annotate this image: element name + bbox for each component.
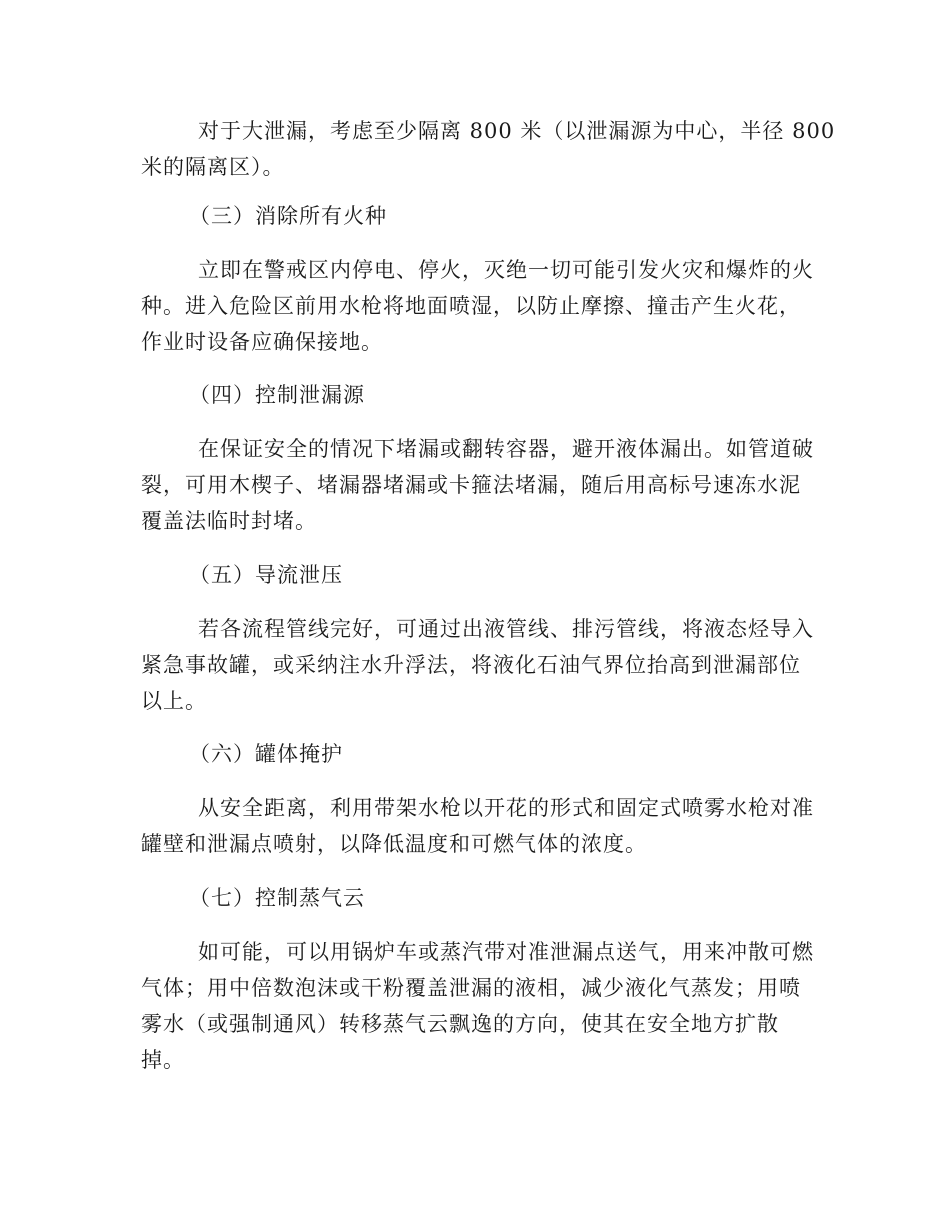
heading-text: （五）导流泄压 <box>189 563 343 587</box>
heading-text: （七）控制蒸气云 <box>189 886 365 910</box>
body-paragraph <box>141 113 836 185</box>
body-paragraph <box>141 790 813 862</box>
text-line: 以上。 <box>141 689 207 713</box>
text-line: 掉。 <box>141 1048 185 1072</box>
body-paragraph <box>141 611 813 719</box>
section-heading <box>141 198 813 234</box>
heading-text: （四）控制泄漏源 <box>189 383 365 407</box>
text-line: 罐壁和泄漏点喷射，以降低温度和可燃气体的浓度。 <box>141 832 647 856</box>
heading-text: （三）消除所有火种 <box>189 204 387 228</box>
body-paragraph <box>141 934 813 1078</box>
text-line: 若各流程管线完好，可通过出液管线、排污管线，将液态烃导入 <box>198 617 814 641</box>
text-line: 覆盖法临时封堵。 <box>141 509 317 533</box>
text-line: 裂，可用木楔子、堵漏器堵漏或卡箍法堵漏，随后用高标号速冻水泥 <box>141 473 801 497</box>
body-paragraph <box>141 252 813 360</box>
section-heading <box>141 736 813 772</box>
text-line: 在保证安全的情况下堵漏或翻转容器，避开液体漏出。如管道破 <box>198 437 814 461</box>
text-line: 从安全距离，利用带架水枪以开花的形式和固定式喷雾水枪对准 <box>198 796 814 820</box>
text-line: 紧急事故罐，或采纳注水升浮法，将液化石油气界位抬高到泄漏部位 <box>141 653 801 677</box>
heading-text: （六）罐体掩护 <box>189 742 343 766</box>
text-line: 气体；用中倍数泡沫或干粉覆盖泄漏的液相，减少液化气蒸发；用喷 <box>141 976 801 1000</box>
body-paragraph <box>141 431 813 539</box>
text-line: 如可能，可以用锅炉车或蒸汽带对准泄漏点送气，用来冲散可燃 <box>198 940 814 964</box>
section-heading <box>141 557 813 593</box>
text-line: 米的隔离区）。 <box>141 155 285 179</box>
text-line: 种。进入危险区前用水枪将地面喷湿，以防止摩擦、撞击产生火花， <box>141 294 801 318</box>
section-heading <box>141 880 813 916</box>
text-line: 立即在警戒区内停电、停火，灭绝一切可能引发火灾和爆炸的火 <box>198 258 814 282</box>
text-line: 作业时设备应确保接地。 <box>141 330 383 354</box>
section-heading <box>141 377 813 413</box>
text-line: 雾水（或强制通风）转移蒸气云飘逸的方向，使其在安全地方扩散 <box>141 1012 779 1036</box>
text-line: 对于大泄漏，考虑至少隔离 800 米（以泄漏源为中心，半径 800 <box>198 119 836 143</box>
